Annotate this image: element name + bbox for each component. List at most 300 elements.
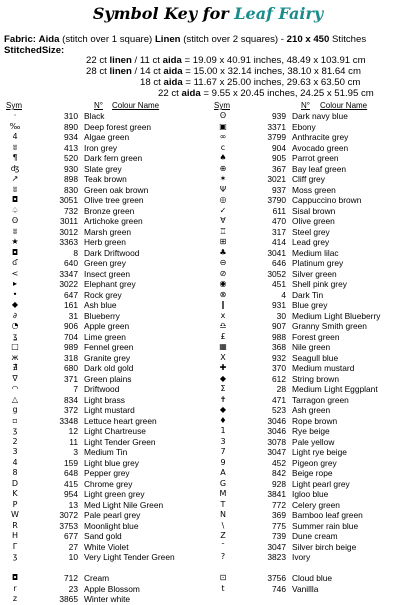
- symbol-glyph: ▦: [219, 342, 227, 351]
- colour-number: 842: [272, 468, 286, 478]
- symbol-row: [4, 321, 212, 332]
- colour-number: 712: [64, 573, 78, 583]
- colour-number: 640: [64, 258, 78, 268]
- colour-name: Lead grey: [292, 237, 330, 247]
- colour-number: 371: [64, 373, 78, 384]
- colour-number: 3363: [59, 237, 78, 247]
- colour-number: 11: [69, 436, 78, 447]
- stitch-suffix: Stitches: [332, 34, 367, 45]
- symbol-row: [212, 206, 416, 217]
- symbol-row: [212, 237, 416, 248]
- colour-name: Dark Tin: [292, 289, 324, 300]
- colour-name: Chrome grey: [84, 478, 133, 489]
- symbol-glyph: ◠: [11, 384, 19, 393]
- symbol-glyph: ʬ: [12, 142, 18, 152]
- symbol-glyph: D: [11, 478, 19, 488]
- symbol-glyph: ▫: [12, 415, 18, 425]
- colour-number: 3021: [267, 174, 286, 184]
- symbol-glyph: r: [13, 583, 17, 593]
- colour-name: Herb green: [84, 237, 126, 247]
- symbol-glyph: 8: [12, 468, 18, 477]
- symbol-row: [212, 405, 416, 416]
- size-row: 18 ct aida = 11.67 x 25.00 inches, 29.63 x 63.50 cm: [140, 77, 361, 88]
- symbol-glyph: ◆: [219, 405, 227, 414]
- colour-name: Nile green: [292, 342, 331, 352]
- colour-number: 369: [272, 510, 286, 520]
- symbol-row: [212, 552, 416, 563]
- colour-name: Rye beige: [292, 426, 330, 436]
- colour-number: 372: [64, 405, 78, 415]
- symbol-glyph: G: [219, 478, 227, 488]
- symbol-glyph: ‖: [221, 300, 225, 309]
- symbol-row: [4, 395, 212, 406]
- symbol-glyph: t: [221, 583, 225, 593]
- colour-name: Ivory: [292, 552, 311, 562]
- colour-name: Forest green: [292, 331, 340, 342]
- colour-number: 775: [272, 520, 286, 531]
- colour-name: Tarragon green: [292, 394, 349, 405]
- symbol-row: [212, 290, 416, 301]
- colour-number: 452: [272, 457, 286, 468]
- colour-name: Iron grey: [84, 142, 118, 153]
- symbol-row: [212, 258, 416, 269]
- symbol-row: [4, 531, 212, 542]
- symbol-glyph: ʛ: [12, 258, 18, 267]
- symbol-row: [4, 521, 212, 532]
- symbol-glyph: ◘: [11, 247, 19, 257]
- symbol-row: [212, 573, 416, 584]
- colour-number: 3072: [59, 510, 78, 520]
- symbol-row: [4, 279, 212, 290]
- symbol-glyph: ▸: [12, 279, 17, 288]
- symbol-row: [4, 300, 212, 311]
- symbol-glyph: ʬ: [12, 226, 18, 236]
- colour-name: Teak brown: [84, 174, 127, 184]
- colour-number: 834: [64, 394, 78, 405]
- symbol-glyph: 2: [12, 436, 18, 446]
- symbol-glyph: ◆: [11, 300, 19, 309]
- colour-name: Pale yellow: [292, 436, 335, 447]
- fabric-aida: Aida: [38, 34, 60, 45]
- symbol-glyph: ⊞: [219, 237, 227, 246]
- colour-number: 3: [73, 447, 78, 457]
- stitched-size-label: StitchedSize:: [4, 45, 65, 56]
- fabric-linen: Linen: [154, 34, 181, 45]
- symbol-row: [4, 258, 212, 269]
- symbol-glyph: ♦: [219, 415, 227, 425]
- symbol-row: [4, 594, 212, 605]
- colour-number: 523: [272, 405, 286, 415]
- colour-name: Medium Light Blueberry: [292, 310, 381, 321]
- colour-name: Moss green: [292, 184, 336, 195]
- symbol-glyph: N: [220, 510, 226, 519]
- colour-name: Parrot green: [292, 153, 339, 163]
- colour-name: Light pearl grey: [292, 478, 350, 489]
- size-list: [4, 55, 414, 99]
- symbol-glyph: ʘ: [219, 111, 227, 120]
- symbol-row: [4, 185, 212, 196]
- symbol-row: [212, 321, 416, 332]
- symbol-row: [212, 311, 416, 322]
- symbol-row: [212, 342, 416, 353]
- colour-name: Sisal brown: [292, 205, 336, 216]
- symbol-row: [212, 374, 416, 385]
- symbol-row: [4, 405, 212, 416]
- symbol-row: [212, 447, 416, 458]
- page-title: [0, 2, 416, 26]
- colour-number: 3348: [59, 415, 78, 426]
- symbol-glyph: 4: [12, 132, 18, 141]
- colour-name: Apple Blossom: [84, 583, 140, 594]
- colour-name: Bay leaf green: [292, 163, 347, 174]
- colour-name: Fennel green: [84, 342, 134, 352]
- symbol-row: [212, 269, 416, 280]
- symbol-row: [4, 248, 212, 259]
- colour-name: Medium Light Eggplant: [292, 384, 378, 394]
- colour-number: 3046: [267, 415, 286, 426]
- symbol-row: [4, 122, 212, 133]
- fabric-line: [4, 34, 366, 45]
- size-row: 28 ct linen / 14 ct aida = 15.00 x 32.14 inches, 38.10 x 81.64 cm: [86, 66, 361, 77]
- colour-number: 746: [272, 583, 286, 594]
- symbol-glyph: ◆: [219, 373, 227, 383]
- left-column: [4, 111, 212, 605]
- colour-name: Cappuccino brown: [292, 195, 362, 205]
- symbol-glyph: ∂: [12, 310, 18, 320]
- colour-name: Light brass: [84, 394, 125, 405]
- colour-number: 3823: [267, 552, 286, 562]
- symbol-glyph: ∇: [12, 373, 18, 383]
- symbol-row: [4, 153, 212, 164]
- colour-name: Light rye beige: [292, 447, 347, 457]
- colour-number: 12: [68, 426, 78, 436]
- colour-number: 414: [272, 237, 286, 247]
- symbol-glyph: ✚: [219, 363, 227, 372]
- symbol-glyph: □: [11, 342, 19, 351]
- colour-name: Green plains: [84, 373, 132, 384]
- symbol-glyph: 1: [220, 426, 226, 435]
- colour-number: 3047: [267, 447, 286, 457]
- symbol-row: [4, 111, 212, 122]
- colour-name: Driftwood: [84, 384, 120, 394]
- colour-number: 954: [64, 489, 78, 499]
- colour-number: 3041: [267, 247, 286, 258]
- symbol-row: [4, 132, 212, 143]
- colour-name: Silver green: [292, 268, 337, 279]
- symbol-row: [4, 447, 212, 458]
- symbol-row: [4, 237, 212, 248]
- symbol-row: [212, 542, 416, 553]
- colour-number: 934: [64, 132, 78, 142]
- symbol-glyph: ↗: [11, 174, 19, 183]
- symbol-row: [4, 374, 212, 385]
- colour-name: Summer rain blue: [292, 520, 359, 531]
- colour-number: 3753: [59, 520, 78, 531]
- colour-name: Light green grey: [84, 489, 145, 499]
- symbol-row: [212, 468, 416, 479]
- symbol-glyph: £: [220, 331, 226, 341]
- symbol-glyph: ♣: [219, 247, 227, 257]
- symbol-glyph: ⊗: [219, 289, 227, 299]
- colour-name: Ash blue: [84, 300, 117, 310]
- colour-name: Moonlight blue: [84, 520, 139, 531]
- symbol-glyph: Z: [220, 531, 226, 540]
- colour-name: Steel grey: [292, 226, 330, 237]
- colour-number: 612: [272, 373, 286, 384]
- symbol-row: [4, 164, 212, 175]
- symbol-row: [212, 521, 416, 532]
- colour-name: Medium lilac: [292, 247, 339, 258]
- symbol-glyph: H: [11, 531, 18, 540]
- colour-number: 646: [272, 258, 286, 268]
- colour-name: Lime green: [84, 331, 126, 342]
- symbol-glyph: 9: [220, 457, 226, 467]
- symbol-row: [4, 206, 212, 217]
- colour-name: Deep forest green: [84, 121, 152, 132]
- colour-name: Winter white: [84, 594, 131, 604]
- colour-name: Very Light Tender Green: [84, 552, 175, 562]
- size-row: 22 ct aida = 9.55 x 20.45 inches, 24.25 x 51.95 cm: [158, 88, 374, 99]
- symbol-row: [212, 395, 416, 406]
- symbol-row: [4, 311, 212, 322]
- colour-number: 159: [64, 457, 78, 468]
- colour-number: 905: [272, 153, 286, 163]
- colour-number: 10: [68, 552, 78, 562]
- colour-name: Green grey: [84, 258, 126, 268]
- symbol-glyph: ‰: [9, 121, 21, 131]
- colour-number: 28: [276, 384, 286, 394]
- colour-name: Shell pink grey: [292, 279, 347, 289]
- colour-number: 3841: [267, 489, 286, 499]
- symbol-glyph: ◘: [11, 195, 19, 204]
- colour-name: Seagull blue: [292, 352, 339, 363]
- symbol-glyph: K: [12, 489, 18, 498]
- symbol-row: [4, 468, 212, 479]
- header-sym-right: Sym: [214, 101, 230, 110]
- colour-number: 648: [64, 468, 78, 478]
- colour-number: 370: [272, 363, 286, 373]
- colour-name: Pale pearl grey: [84, 510, 141, 520]
- colour-name: Vanillla: [292, 583, 319, 594]
- colour-number: 27: [68, 541, 78, 552]
- colour-number: 310: [64, 111, 78, 121]
- symbol-row: [212, 279, 416, 290]
- colour-name: Anthracite grey: [292, 132, 349, 142]
- symbol-row: [4, 573, 212, 584]
- symbol-glyph: ♠: [219, 153, 227, 162]
- colour-name: Dark old gold: [84, 363, 134, 373]
- colour-name: Blue grey: [292, 300, 328, 310]
- colour-name: Slate grey: [84, 163, 122, 174]
- colour-name: Medium Tin: [84, 447, 128, 457]
- symbol-row: [212, 332, 416, 343]
- colour-name: Dark navy blue: [292, 111, 348, 121]
- symbol-glyph: 7: [220, 447, 226, 456]
- fabric-aida-note: (stitch over 1 square): [62, 34, 153, 45]
- colour-number: 23: [68, 583, 78, 594]
- colour-number: 611: [272, 205, 286, 216]
- symbol-glyph: x: [220, 310, 226, 320]
- colour-name: Dark fern green: [84, 153, 143, 163]
- symbol-glyph: A: [220, 468, 226, 477]
- colour-number: 3012: [59, 226, 78, 237]
- symbol-row: [4, 416, 212, 427]
- symbol-glyph: 4: [12, 457, 18, 467]
- colour-name: Elephant grey: [84, 279, 136, 289]
- colour-name: Granite grey: [84, 352, 131, 363]
- symbol-row: [4, 143, 212, 154]
- symbol-glyph: ♎: [219, 321, 227, 330]
- colour-number: 413: [64, 142, 78, 153]
- symbol-row: [212, 531, 416, 542]
- symbol-glyph: ♤: [11, 205, 19, 215]
- symbol-glyph: ʒ: [12, 552, 18, 561]
- symbol-glyph: 3: [12, 447, 18, 456]
- colour-name: Insect green: [84, 268, 131, 279]
- symbol-row: [212, 489, 416, 500]
- symbol-row: [4, 353, 212, 364]
- symbol-glyph: ♖: [219, 226, 227, 236]
- symbol-glyph: ?: [220, 552, 226, 561]
- symbol-row: [212, 164, 416, 175]
- symbol-row: [212, 363, 416, 374]
- colour-name: Silver birch beige: [292, 541, 357, 552]
- symbol-glyph: ж: [11, 352, 19, 362]
- colour-name: Olive green: [292, 216, 335, 226]
- colour-name: Blueberry: [84, 310, 120, 321]
- symbol-row: [212, 195, 416, 206]
- colour-number: 30: [276, 310, 286, 321]
- symbol-glyph: •: [12, 289, 18, 299]
- symbol-row: [212, 174, 416, 185]
- colour-name: Light Tender Green: [84, 436, 156, 447]
- symbol-row: [212, 384, 416, 395]
- colour-number: 890: [64, 121, 78, 132]
- symbol-row: [4, 552, 212, 573]
- colour-name: Marsh green: [84, 226, 132, 237]
- symbol-glyph: ϲ: [220, 142, 226, 152]
- colour-number: 368: [272, 342, 286, 352]
- colour-number: 931: [272, 300, 286, 310]
- symbol-glyph: ✝: [219, 394, 227, 404]
- colour-name: Green oak brown: [84, 184, 149, 195]
- colour-name: Olive tree green: [84, 195, 144, 205]
- colour-number: 939: [272, 111, 286, 121]
- symbol-glyph: ◘: [11, 573, 19, 582]
- symbol-row: [4, 290, 212, 301]
- symbol-glyph: P: [12, 499, 18, 509]
- symbol-glyph: ʘ: [11, 216, 19, 225]
- symbol-row: [212, 227, 416, 238]
- symbol-glyph: Γ: [12, 541, 18, 551]
- symbol-glyph: M: [219, 489, 227, 498]
- colour-name: Lettuce heart green: [84, 415, 157, 426]
- colour-number: 3022: [59, 279, 78, 289]
- colour-number: 907: [272, 321, 286, 331]
- symbol-row: [212, 353, 416, 364]
- colour-number: 677: [64, 531, 78, 541]
- colour-name: Pepper grey: [84, 468, 130, 478]
- colour-number: 3046: [267, 426, 286, 436]
- colour-number: 3371: [267, 121, 286, 132]
- symbol-glyph: z: [12, 594, 18, 603]
- colour-number: 3347: [59, 268, 78, 279]
- symbol-row: [212, 500, 416, 511]
- header-num-left: N°: [94, 101, 103, 110]
- colour-number: 8: [73, 247, 78, 258]
- colour-number: 930: [64, 163, 78, 174]
- colour-name: String brown: [292, 373, 340, 384]
- symbol-glyph: ʒ: [12, 426, 18, 435]
- colour-number: 4: [281, 289, 286, 300]
- symbol-glyph: Σ: [220, 384, 226, 393]
- stitch-count: 210 x 450: [286, 34, 330, 45]
- colour-number: 7: [73, 384, 78, 394]
- symbol-glyph: ʓ: [12, 331, 18, 341]
- symbol-row: [4, 269, 212, 280]
- symbol-row: [4, 426, 212, 437]
- colour-number: 3756: [267, 573, 286, 583]
- colour-name: Med Light Nile Green: [84, 499, 164, 510]
- colour-number: 898: [64, 174, 78, 184]
- colour-name: Ash green: [292, 405, 331, 415]
- symbol-row: [212, 153, 416, 164]
- colour-name: Cream: [84, 573, 110, 583]
- colour-number: 830: [64, 184, 78, 195]
- symbol-glyph: ∀: [220, 216, 226, 225]
- symbol-row: [212, 458, 416, 469]
- colour-number: 451: [272, 279, 286, 289]
- colour-number: 13: [68, 499, 78, 510]
- symbol-glyph: ∄: [12, 363, 18, 372]
- symbol-row: [4, 500, 212, 511]
- header-name-left: Colour Name: [112, 101, 160, 110]
- symbol-glyph: Ψ: [219, 184, 227, 194]
- colour-number: 3799: [267, 132, 286, 142]
- colour-name: Light mustard: [84, 405, 135, 415]
- symbol-row: [212, 300, 416, 311]
- symbol-row: [212, 416, 416, 427]
- colour-number: 3051: [59, 195, 78, 205]
- colour-number: 680: [64, 363, 78, 373]
- symbol-row: [212, 185, 416, 196]
- symbol-row: [212, 132, 416, 143]
- symbol-glyph: ∞: [219, 132, 227, 141]
- colour-number: 470: [272, 216, 286, 226]
- symbol-glyph: ⊕: [219, 163, 227, 173]
- colour-number: 3865: [59, 594, 78, 604]
- colour-number: 415: [64, 478, 78, 489]
- colour-name: Medium mustard: [292, 363, 355, 373]
- colour-name: Bamboo leaf green: [292, 510, 363, 520]
- colour-number: 3052: [267, 268, 286, 279]
- colour-name: Pigeon grey: [292, 457, 337, 468]
- symbol-glyph: g: [12, 405, 18, 414]
- symbol-row: [4, 479, 212, 490]
- colour-name: Artichoke green: [84, 216, 143, 226]
- symbol-glyph: ʬ: [12, 184, 18, 194]
- colour-name: Ebony: [292, 121, 316, 132]
- symbol-glyph: ʤ: [10, 163, 20, 173]
- colour-number: 704: [64, 331, 78, 342]
- colour-number: 932: [272, 352, 286, 363]
- symbol-row: [212, 122, 416, 133]
- symbol-row: [4, 510, 212, 521]
- symbol-glyph: ◉: [219, 279, 227, 288]
- colour-name: Sand gold: [84, 531, 122, 541]
- colour-number: 732: [64, 205, 78, 216]
- colour-name: Celery green: [292, 499, 340, 510]
